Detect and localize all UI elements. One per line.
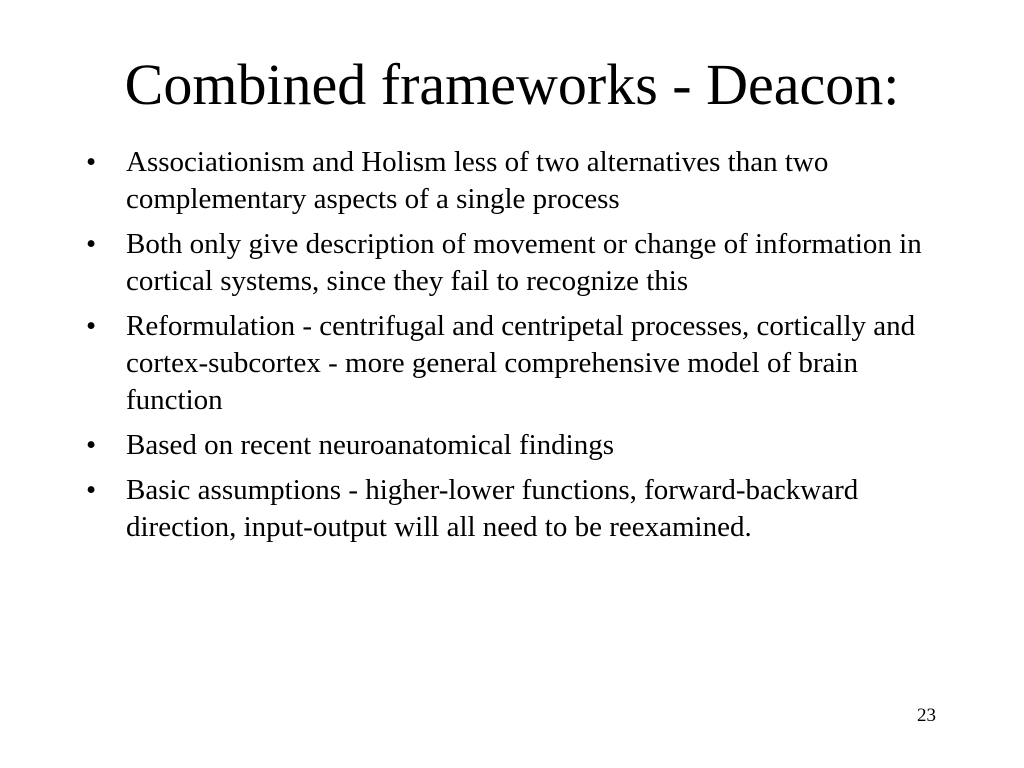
- bullet-item: [86, 144, 956, 218]
- bullet-list: [86, 144, 956, 554]
- bullet-icon: •: [86, 146, 97, 178]
- bullet-text: Both only give description of movement or change of information in cortical systems, since they fail to recognize this: [126, 228, 922, 297]
- bullet-text: Based on recent neuroanatomical findings: [126, 429, 615, 461]
- bullet-item: [86, 226, 956, 300]
- bullet-icon: •: [86, 474, 97, 506]
- bullet-item: [86, 472, 956, 546]
- slide-title: Combined frameworks - Deacon:: [124, 52, 900, 117]
- bullet-icon: •: [86, 228, 97, 260]
- bullet-icon: •: [86, 310, 97, 342]
- bullet-text: Basic assumptions - higher-lower functions, forward-backward direction, input-output will all need to be reexamined.: [126, 474, 859, 543]
- page-number: 23: [917, 705, 936, 726]
- bullet-text: Associationism and Holism less of two alternatives than two complementary aspects of a single process: [126, 146, 829, 215]
- bullet-icon: •: [86, 429, 97, 461]
- bullet-text: Reformulation - centrifugal and centripetal processes, cortically and cortex-subcortex - more general comprehensive model of brain function: [126, 310, 916, 416]
- bullet-item: [86, 308, 956, 419]
- bullet-item: [86, 427, 956, 464]
